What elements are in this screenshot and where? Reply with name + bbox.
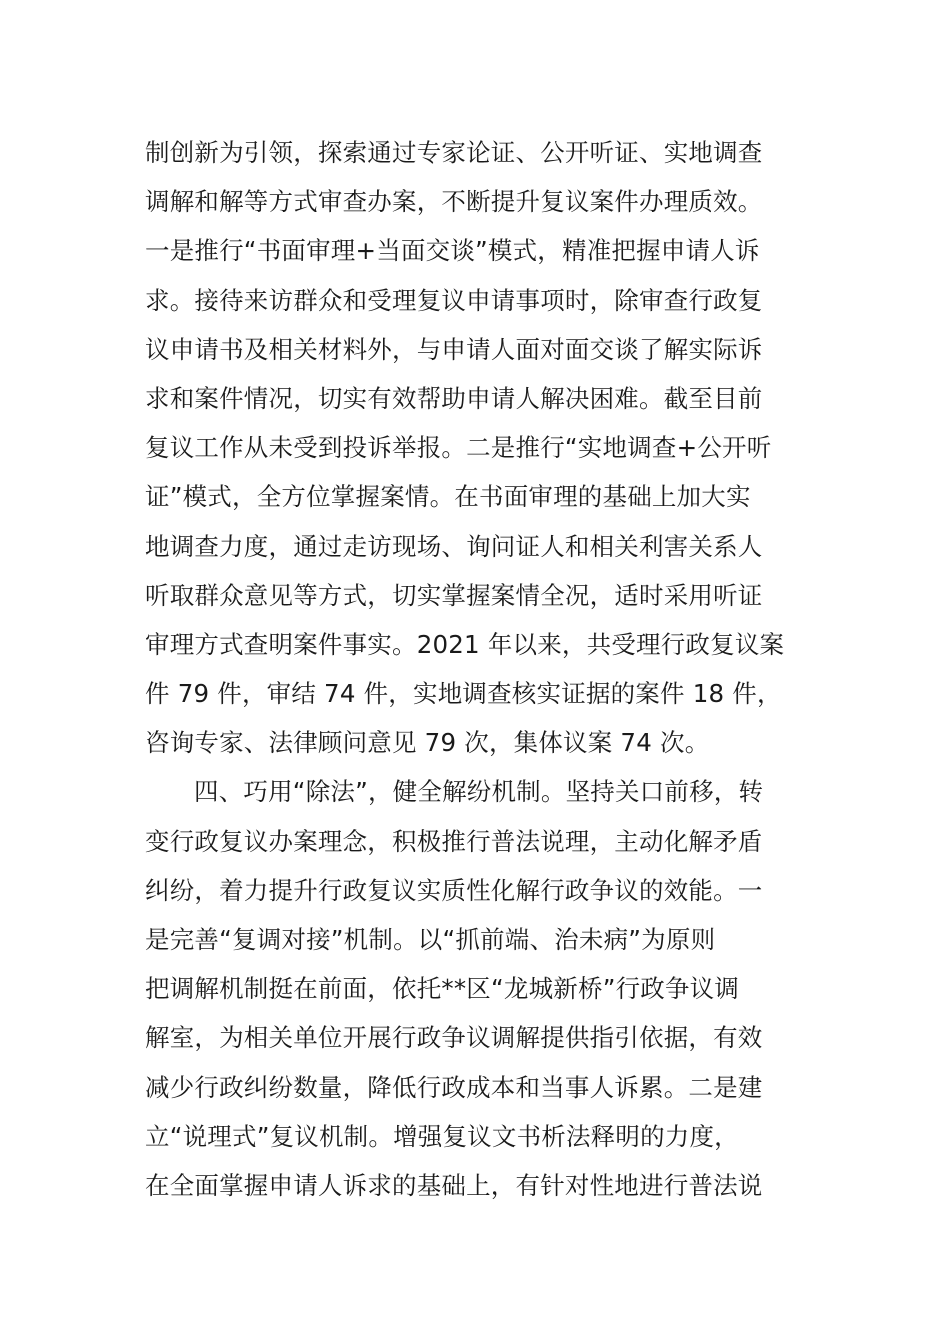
paragraph-start-line: 四、巧用“除法”，健全解纷机制。坚持关口前移，转	[194, 777, 764, 807]
text-line: 复议工作从未受到投诉举报。二是推行“实地调查+公开听	[145, 433, 772, 463]
text-line: 调解和解等方式审查办案，不断提升复议案件办理质效。	[145, 187, 763, 217]
text-line: 求。接待来访群众和受理复议申请事项时，除审查行政复	[145, 285, 763, 315]
text-line: 是完善“复调对接”机制。以“抓前端、治未病”为原则	[145, 925, 716, 954]
text-line: 件 79 件，审结 74 件，实地调查核实证据的案件 18 件，	[145, 679, 782, 709]
text-line: 审理方式查明案件事实。2021 年以来，共受理行政复议案	[145, 629, 785, 659]
text-line: 听取群众意见等方式，切实掌握案情全况，适时采用听证	[145, 580, 763, 610]
body-text	[145, 128, 815, 1210]
text-line: 制创新为引领，探索通过专家论证、公开听证、实地调查	[145, 138, 763, 167]
text-line: 解室，为相关单位开展行政争议调解提供指引依据，有效	[145, 1023, 763, 1053]
text-line: 在全面掌握申请人诉求的基础上，有针对性地进行普法说	[145, 1170, 763, 1200]
text-line: 一是推行“书面审理+当面交谈”模式，精准把握申请人诉	[145, 236, 760, 266]
text-line: 纠纷，着力提升行政复议实质性化解行政争议的效能。一	[145, 875, 763, 905]
text-line: 立“说理式”复议机制。增强复议文书析法释明的力度，	[145, 1121, 739, 1151]
text-line: 减少行政纠纷数量，降低行政成本和当事人诉累。二是建	[145, 1072, 763, 1102]
text-line: 地调查力度，通过走访现场、询问证人和相关利害关系人	[145, 531, 763, 561]
text-line: 证”模式，全方位掌握案情。在书面审理的基础上加大实	[145, 482, 751, 512]
text-line: 求和案件情况，切实有效帮助申请人解决困难。截至目前	[145, 383, 763, 413]
text-line: 把调解机制挺在前面，依托**区“龙城新桥”行政争议调	[145, 974, 740, 1004]
text-line: 议申请书及相关材料外，与申请人面对面交谈了解实际诉	[145, 334, 763, 364]
text-line: 变行政复议办案理念，积极推行普法说理，主动化解矛盾	[145, 826, 763, 856]
text-line: 咨询专家、法律顾问意见 79 次，集体议案 74 次。	[145, 728, 710, 758]
